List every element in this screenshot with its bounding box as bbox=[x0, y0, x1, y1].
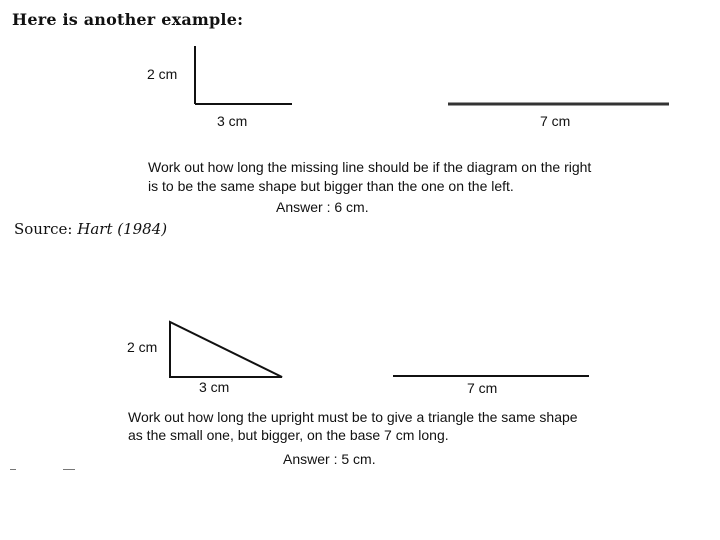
example1-question-line1: Work out how long the missing line should be if the diagram on the right bbox=[148, 159, 592, 175]
example1-upright-label: 2 cm bbox=[147, 66, 178, 82]
example2-triangle bbox=[170, 322, 282, 377]
example1-question-line2: is to be the same shape but bigger than the one on the left. bbox=[148, 178, 514, 194]
scan-speck bbox=[10, 469, 16, 470]
example2-answer: Answer : 5 cm. bbox=[283, 451, 376, 467]
example1-answer: Answer : 6 cm. bbox=[276, 199, 369, 215]
example2-question-line1: Work out how long the upright must be to give a triangle the same shape bbox=[128, 409, 578, 425]
source-author: Hart (1984) bbox=[77, 220, 168, 238]
example2-upright-label: 2 cm bbox=[127, 339, 158, 355]
scan-speck bbox=[63, 469, 75, 470]
page-heading: Here is another example: bbox=[12, 10, 244, 29]
example2-long-label: 7 cm bbox=[467, 380, 498, 396]
example2-question-line2: as the small one, but bigger, on the base 7 cm long. bbox=[128, 427, 449, 443]
example1-long-label: 7 cm bbox=[540, 113, 571, 129]
example1-base-label: 3 cm bbox=[217, 113, 248, 129]
example2-base-label: 3 cm bbox=[199, 379, 230, 395]
source-prefix: Source: bbox=[14, 220, 78, 238]
